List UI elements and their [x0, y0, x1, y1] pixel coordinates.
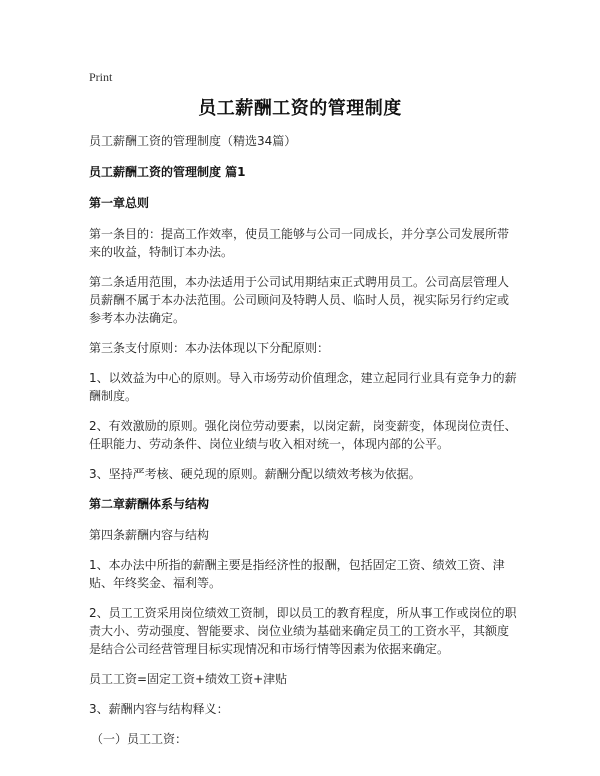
article-1: 第一条目的：提高工作效率，使员工能够与公司一同成长，并分享公司发展所带来的收益，特制订本办法。	[89, 227, 510, 259]
item-2: 2、员工工资采用岗位绩效工资制，即以员工的教育程度，所从事工作或岗位的职责大小、劳动强度、智能要求、岗位业绩为基础来确定员工的工资水平，其额度是结合公司经营管理目标实现情况和市场行情等因素为依据来确定。	[89, 606, 517, 656]
document-body	[89, 132, 519, 760]
principle-1: 1、以效益为中心的原则。导入市场劳动价值理念，建立起同行业具有竞争力的薪酬制度。	[89, 371, 517, 403]
principle-3: 3、坚持严考核、硬兑现的原则。薪酬分配以绩效考核为依据。	[89, 467, 421, 481]
chapter-2-heading: 第二章薪酬体系与结构	[89, 497, 210, 511]
principle-2: 2、有效激励的原则。强化岗位劳动要素，以岗定薪，岗变薪变，体现岗位责任、任职能力、劳动条件、岗位业绩与收入相对统一，体现内部的公平。	[89, 419, 517, 451]
item-1: 1、本办法中所指的薪酬主要是指经济性的报酬，包括固定工资、绩效工资、津贴、年终奖金、福利等。	[89, 558, 505, 590]
print-label: Print	[89, 70, 113, 84]
article-3: 第三条支付原则：本办法体现以下分配原则：	[89, 341, 330, 355]
article-4: 第四条薪酬内容与结构	[89, 528, 210, 542]
document-title: 员工薪酬工资的管理制度	[198, 98, 402, 119]
salary-formula: 员工工资=固定工资+绩效工资+津贴	[89, 672, 288, 686]
document-subtitle: 员工薪酬工资的管理制度（精选34篇）	[89, 134, 297, 148]
section-heading: 员工薪酬工资的管理制度 篇1	[89, 165, 246, 179]
subitem-1: （一）员工工资：	[91, 732, 188, 746]
chapter-1-heading: 第一章总则	[89, 196, 150, 210]
item-3: 3、薪酬内容与结构释义：	[89, 702, 229, 716]
article-2: 第二条适用范围，本办法适用于公司试用期结束正式聘用员工。公司高层管理人员薪酬不属于本办法范围。公司顾问及特聘人员、临时人员，视实际另行约定或参考本办法确定。	[89, 275, 510, 325]
